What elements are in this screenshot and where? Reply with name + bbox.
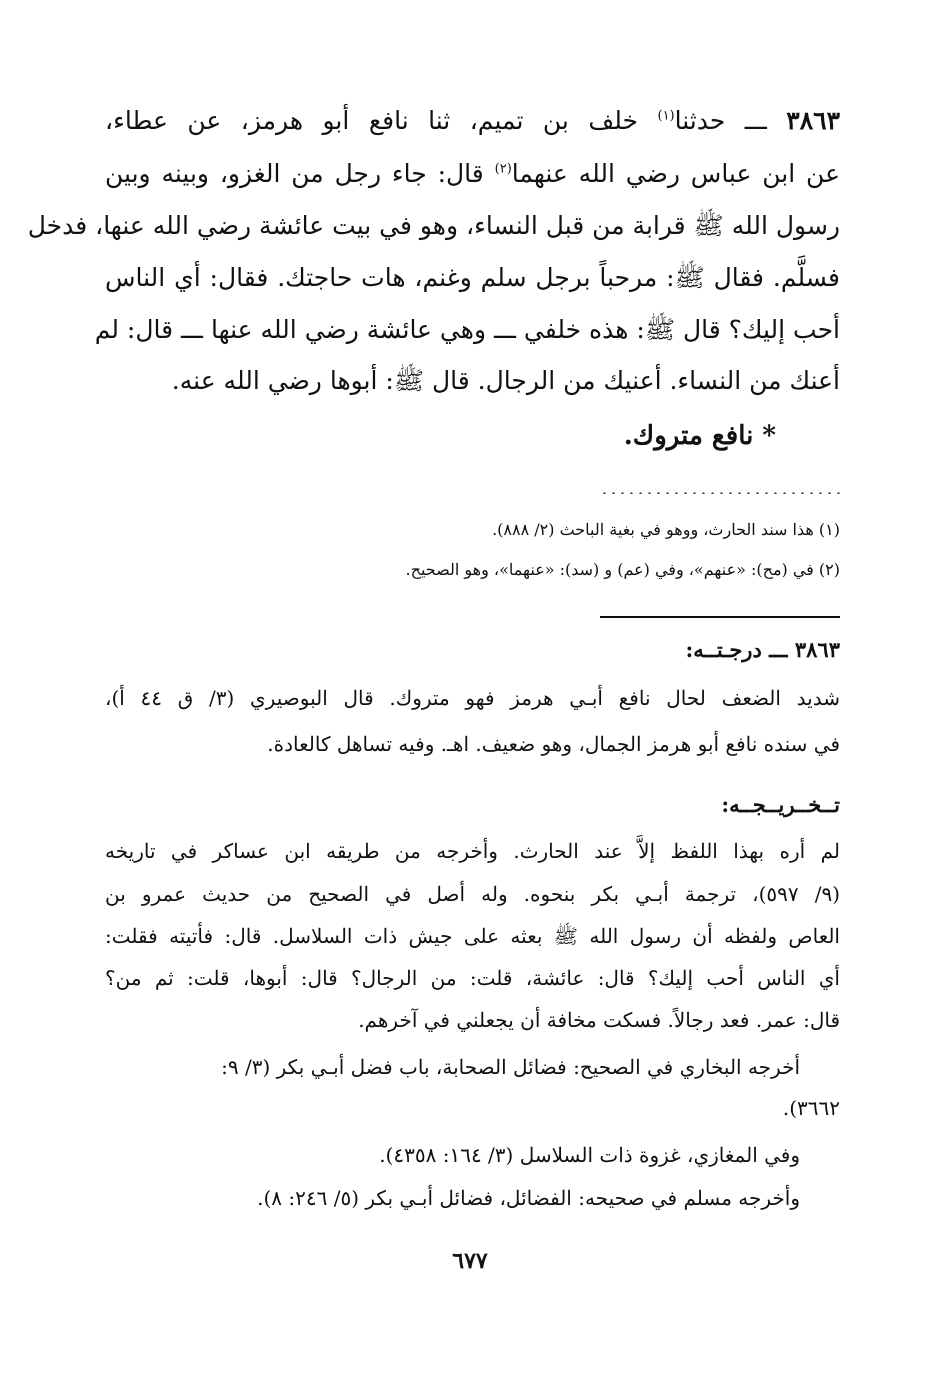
takhrij-line-2: (٩/ ٥٩٧)، ترجمة أبـي بكر بنحوه. وله أصل في الصحيح من حديث عمرو بن xyxy=(105,882,840,906)
hadith-line-5: أحب إليك؟ قال ﷺ: هذه خلفي ـــ وهي عائشة رضي الله عنها ـــ قال: لم xyxy=(94,315,840,344)
footnote-2: (٢) في (مح): «عنهم»، وفي (عم) و (سد): «عنهما»، وهو الصحيح. xyxy=(405,560,840,579)
book-page xyxy=(27,0,841,1377)
footnote-marker-2: (٢) xyxy=(494,161,512,177)
verdict: * نافع متروك. xyxy=(623,421,776,451)
footnote-1: (١) هذا سند الحارث، ووهو في بغية الباحث (٢/ ٨٨٨). xyxy=(492,520,840,539)
grade-line-2: في سنده نافع أبو هرمز الجمال، وهو ضعيف. اهـ. وفيه تساهل كالعادة. xyxy=(267,732,840,756)
page-number: ٦٧٧ xyxy=(452,1248,488,1274)
takhrij-line-3: العاص ولفظه أن رسول الله ﷺ بعثه على جيش ذات السلاسل. قال: فأتيته فقلت: xyxy=(105,924,840,948)
hadith-line-1: ٣٨٦٣ ـــ حدثنا$^{(١)}$ خلف بن تميم، ثنا نافع أبو هرمز، عن عطاء، xyxy=(105,106,841,135)
takhrij-line-1: لم أره بهذا اللفظ إلاَّ عند الحارث. وأخرجه من طريقه ابن عساكر في تاريخه xyxy=(105,839,840,863)
takhrij-line-9: وأخرجه مسلم في صحيحه: الفضائل، فضائل أبـي بكر (٥/ ٢٤٦: ٨). xyxy=(257,1186,800,1210)
hadith-line-2: عن ابن عباس رضي الله عنهما$^{(٢)}$ قال: جاء رجل من الغزو، وبينه وبين xyxy=(105,159,841,188)
hadith-number: ٣٨٦٣ xyxy=(786,106,841,135)
footnote-marker-1: (١) xyxy=(657,108,675,124)
hadith-line-4: فسلَّم. فقال ﷺ: مرحباً برجل سلم وغنم، هات حاجتك. فقال: أي الناس xyxy=(105,263,840,292)
hadith-line-6: أعنك من النساء. أعنيك من الرجال. قال ﷺ: أبوها رضي الله عنه. xyxy=(171,366,840,395)
commentary-separator xyxy=(600,616,840,618)
takhrij-line-5: قال: عمر. فعد رجالاً. فسكت مخافة أن يجعلني في آخرهم. xyxy=(358,1008,840,1032)
hadith-line-3: رسول الله ﷺ قرابة من قبل النساء، وهو في بيت عائشة رضي الله عنها، فدخل xyxy=(27,211,840,240)
grade-heading: ٣٨٦٣ ـــ درجـتــه: xyxy=(685,637,840,662)
takhrij-line-4: أي الناس أحب إليك؟ قال: عائشة، قلت: من الرجال؟ قال: أبوها، قلت: ثم من؟ xyxy=(105,966,840,990)
grade-line-1: شديد الضعف لحال نافع أبـي هرمز فهو متروك. قال البوصيري (٣/ ق ٤٤ أ)، xyxy=(105,686,841,710)
takhrij-line-8: وفي المغازي، غزوة ذات السلاسل (٣/ ١٦٤: ٤٣٥٨). xyxy=(379,1143,800,1167)
takhrij-line-6: أخرجه البخاري في الصحيح: فضائل الصحابة، باب فضل أبـي بكر (٣/ ٩: xyxy=(221,1055,800,1079)
takhrij-heading: تــخــريــجــه: xyxy=(721,792,840,817)
footnote-separator xyxy=(600,492,840,494)
takhrij-line-7: ٣٦٦٢). xyxy=(782,1096,840,1120)
